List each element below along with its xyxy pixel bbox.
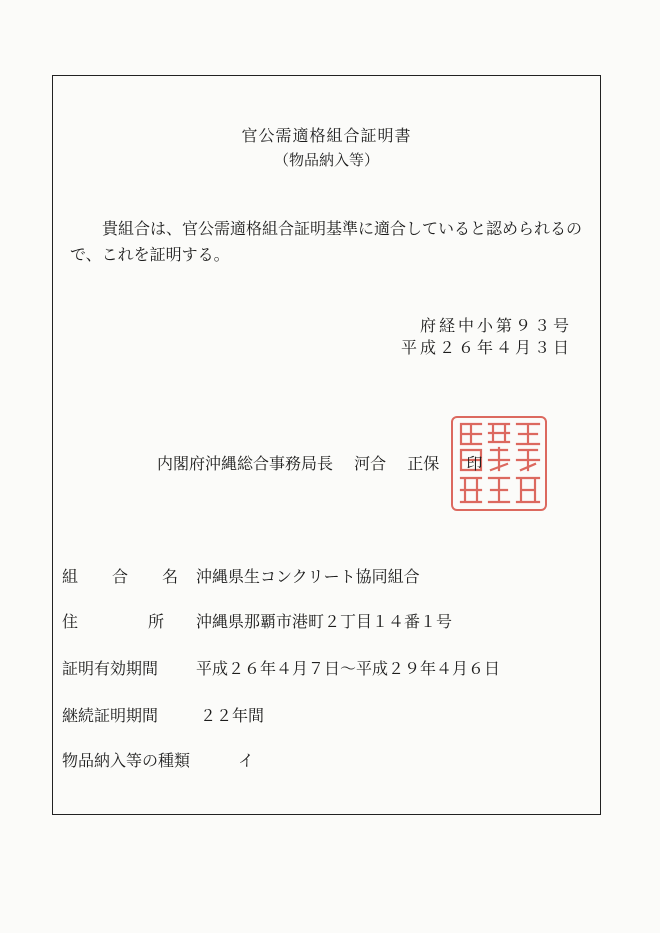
issuer-given-name: 正保 — [407, 454, 440, 473]
continuation-label: 継続証明期間 — [62, 706, 159, 725]
category-value: イ — [238, 751, 255, 770]
field-continuation — [62, 703, 265, 726]
document-subtitle: （物品納入等） — [273, 151, 379, 169]
address-value: 沖縄県那覇市港町２丁目１４番１号 — [196, 612, 453, 631]
field-union-name — [62, 564, 420, 587]
validity-value: 平成２６年４月７日～平成２９年４月６日 — [196, 659, 501, 678]
union-name-value: 沖縄県生コンクリート協同組合 — [196, 567, 420, 586]
continuation-value: ２２年間 — [200, 706, 265, 725]
field-address — [62, 609, 453, 632]
category-label: 物品納入等の種類 — [62, 751, 191, 770]
issuer-office: 内閣府沖縄総合事務局長 — [157, 454, 334, 473]
issuer-surname: 河合 — [354, 454, 387, 473]
union-name-label: 組合名 — [62, 567, 213, 586]
field-category — [62, 748, 255, 771]
issuer-line — [157, 451, 482, 474]
field-validity — [62, 656, 501, 679]
seal-mark: 印 — [466, 454, 483, 473]
address-label: 住所 — [62, 612, 235, 631]
validity-label: 証明有効期間 — [62, 659, 159, 678]
document-title: 官公需適格組合証明書 — [241, 126, 412, 145]
issue-date: 平成２６年４月３日 — [400, 338, 572, 357]
certification-statement: 貴組合は、官公需適格組合証明基準に適合していると認められるので、これを証明する。 — [70, 219, 583, 264]
document-number: 府経中小第９３号 — [419, 316, 572, 335]
